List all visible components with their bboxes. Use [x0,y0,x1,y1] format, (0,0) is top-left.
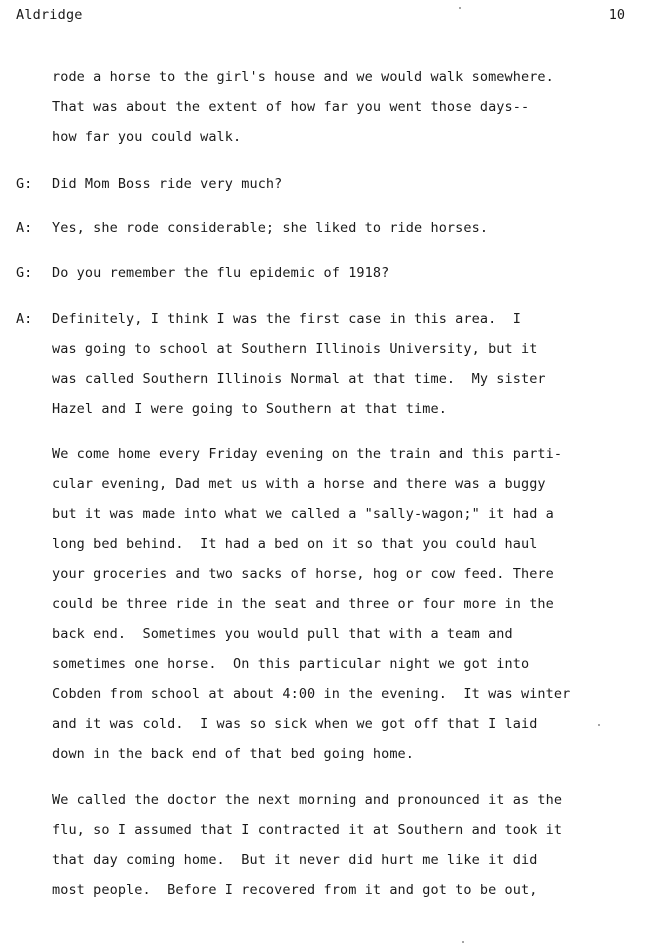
a2-line-3: was called Southern Illinois Normal at that time. My sister [52,371,546,387]
speaker-label-g: G: [16,176,33,192]
p3-line-1: We called the doctor the next morning and pronounced it as the [52,792,563,808]
answer-line: Yes, she rode considerable; she liked to ride horses. [52,220,489,236]
p2-line-6: could be three ride in the seat and three or four more in the [52,596,554,612]
a2-line-2: was going to school at Southern Illinois University, but it [52,341,538,357]
p2-line-11: down in the back end of that bed going home. [52,746,415,762]
p2-line-4: long bed behind. It had a bed on it so that you could haul [52,536,538,552]
p2-line-9: Cobden from school at about 4:00 in the evening. It was winter [52,686,571,702]
question-line: Did Mom Boss ride very much? [52,176,283,192]
p3-line-4: most people. Before I recovered from it and got to be out, [52,882,538,898]
p2-line-2: cular evening, Dad met us with a horse and there was a buggy [52,476,546,492]
p3-line-3: that day coming home. But it never did hurt me like it did [52,852,538,868]
interviewee-name-header: Aldridge [16,7,83,23]
p2-line-10: and it was cold. I was so sick when we got off that I laid [52,716,538,732]
p2-line-8: sometimes one horse. On this particular night we got into [52,656,530,672]
page-number: 10 [608,7,625,23]
p2-line-7: back end. Sometimes you would pull that with a team and [52,626,513,642]
question-line: Do you remember the flu epidemic of 1918? [52,265,390,281]
scan-speck [598,724,600,726]
scan-speck [462,941,464,943]
p2-line-3: but it was made into what we called a "sally-wagon;" it had a [52,506,554,522]
scan-speck [459,7,461,9]
speaker-label-a: A: [16,220,33,236]
p1-line-1: rode a horse to the girl's house and we would walk somewhere. [52,69,554,85]
p2-line-5: your groceries and two sacks of horse, hog or cow feed. There [52,566,554,582]
p1-line-2: That was about the extent of how far you went those days-- [52,99,530,115]
speaker-label-g: G: [16,265,33,281]
p3-line-2: flu, so I assumed that I contracted it at Southern and took it [52,822,563,838]
speaker-label-a: A: [16,311,33,327]
p1-line-3: how far you could walk. [52,129,242,145]
a2-line-1: Definitely, I think I was the first case in this area. I [52,311,521,327]
a2-line-4: Hazel and I were going to Southern at that time. [52,401,447,417]
p2-line-1: We come home every Friday evening on the train and this parti- [52,446,563,462]
